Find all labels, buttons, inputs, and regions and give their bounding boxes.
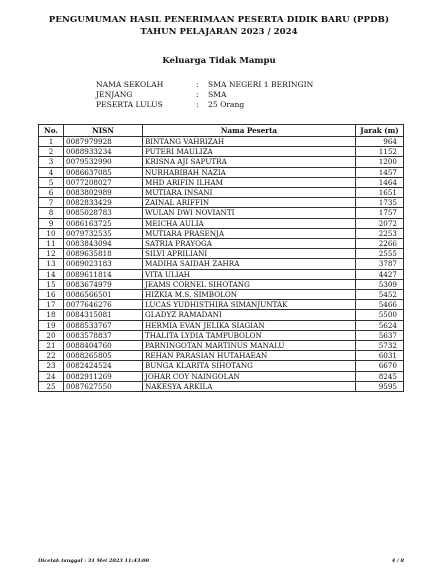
table-row (39, 279, 404, 289)
cell-jarak: 5637 (356, 330, 404, 340)
cell-jarak: 3787 (356, 259, 404, 269)
table-row (39, 269, 404, 279)
cell-no: 18 (39, 310, 64, 320)
cell-jarak: 5466 (356, 300, 404, 310)
cell-nama: GLADYZ RAMADANI (143, 310, 356, 320)
cell-jarak: 9595 (356, 381, 404, 391)
cell-nama: ZAINAL ARIFFIN (143, 198, 356, 208)
cell-jarak: 2072 (356, 218, 404, 228)
cell-no: 9 (39, 218, 64, 228)
info-label: PESERTA LULUS (96, 100, 163, 109)
table-row (39, 371, 404, 381)
cell-nisn: 0079732535 (64, 228, 143, 238)
cell-nama: KRISNA AJI SAPUTRA (143, 157, 356, 167)
cell-nama: JOHAR COY NAINGOLAN (143, 371, 356, 381)
cell-no: 8 (39, 208, 64, 218)
cell-jarak: 6031 (356, 351, 404, 361)
cell-nisn: 0087627550 (64, 381, 143, 391)
cell-no: 7 (39, 198, 64, 208)
info-label: NAMA SEKOLAH (96, 80, 164, 89)
cell-jarak: 5500 (356, 310, 404, 320)
cell-no: 11 (39, 239, 64, 249)
cell-no: 20 (39, 330, 64, 340)
cell-jarak: 1651 (356, 188, 404, 198)
table-row (39, 167, 404, 177)
page-footer (38, 558, 404, 564)
cell-nisn: 0088533767 (64, 320, 143, 330)
document-year: TAHUN PELAJARAN 2023 / 2024 (140, 27, 298, 37)
info-value: SMA (208, 90, 227, 99)
info-label: JENJANG (96, 90, 133, 99)
print-date: Dicetak tanggal : 31 Mei 2023 11:43:00 (38, 558, 150, 564)
cell-nisn: 0089611814 (64, 269, 143, 279)
cell-nisn: 0088265805 (64, 351, 143, 361)
table-body (39, 137, 404, 392)
cell-nama: MUTIARA INSANI (143, 188, 356, 198)
cell-no: 3 (39, 157, 64, 167)
cell-nisn: 0077208027 (64, 177, 143, 187)
cell-jarak: 964 (356, 137, 404, 147)
cell-no: 13 (39, 259, 64, 269)
info-value: 25 Orang (208, 100, 245, 109)
cell-nama: BINTANG VAHRIZAH (143, 137, 356, 147)
cell-jarak: 2555 (356, 249, 404, 259)
cell-no: 4 (39, 167, 64, 177)
table-row (39, 198, 404, 208)
cell-no: 14 (39, 269, 64, 279)
table-row (39, 351, 404, 361)
cell-nisn: 0083802989 (64, 188, 143, 198)
header-no: No. (39, 125, 64, 137)
cell-nama: PUTERI MAULIZA (143, 147, 356, 157)
table-row (39, 310, 404, 320)
cell-jarak: 5452 (356, 290, 404, 300)
cell-nisn: 0079532990 (64, 157, 143, 167)
cell-nisn: 0088404760 (64, 341, 143, 351)
cell-nama: WULAN DWI NOVIANTI (143, 208, 356, 218)
table-row (39, 177, 404, 187)
table-row (39, 218, 404, 228)
cell-nama: MUTIARA PRASENJA (143, 228, 356, 238)
cell-nama: PARNINGOTAN MARTINUS MANALU (143, 341, 356, 351)
cell-nisn: 0082911269 (64, 371, 143, 381)
cell-nama: BUNGA KLARITA SIHOTANG (143, 361, 356, 371)
page-number: 4 / 8 (391, 558, 404, 564)
results-table (38, 124, 404, 392)
school-info (96, 80, 313, 110)
header-nama: Nama Peserta (143, 125, 356, 137)
cell-no: 19 (39, 320, 64, 330)
cell-jarak: 2253 (356, 228, 404, 238)
cell-jarak: 1757 (356, 208, 404, 218)
cell-nama: JEAMS CORNEL SIHOTANG (143, 279, 356, 289)
cell-jarak: 1457 (356, 167, 404, 177)
cell-nisn: 0085028783 (64, 208, 143, 218)
cell-jarak: 1152 (356, 147, 404, 157)
cell-nisn: 0086566501 (64, 290, 143, 300)
table-row (39, 320, 404, 330)
cell-no: 2 (39, 147, 64, 157)
cell-nisn: 0082833429 (64, 198, 143, 208)
info-separator: : (196, 80, 199, 89)
cell-nama: THALITA LYDIA TAMPUBOLON (143, 330, 356, 340)
cell-nisn: 0083674979 (64, 279, 143, 289)
info-row (96, 80, 313, 90)
cell-jarak: 1464 (356, 177, 404, 187)
cell-no: 6 (39, 188, 64, 198)
info-row (96, 90, 313, 100)
document-header (0, 14, 438, 38)
table-row (39, 147, 404, 157)
table-row (39, 239, 404, 249)
cell-jarak: 5309 (356, 279, 404, 289)
cell-no: 16 (39, 290, 64, 300)
cell-no: 15 (39, 279, 64, 289)
cell-no: 17 (39, 300, 64, 310)
cell-jarak: 8245 (356, 371, 404, 381)
cell-nama: HERMIA EVAN JELIKA SIAGIAN (143, 320, 356, 330)
document-title: PENGUMUMAN HASIL PENERIMAAN PESERTA DIDIK BARU (PPDB) (48, 15, 390, 25)
cell-jarak: 6670 (356, 361, 404, 371)
table-row (39, 361, 404, 371)
cell-no: 23 (39, 361, 64, 371)
category-title: Keluarga Tidak Mampu (162, 56, 276, 66)
table-row (39, 208, 404, 218)
cell-no: 10 (39, 228, 64, 238)
cell-no: 25 (39, 381, 64, 391)
cell-nisn: 0086163725 (64, 218, 143, 228)
cell-nama: SATRIA PRAYOGA (143, 239, 356, 249)
table-row (39, 381, 404, 391)
cell-jarak: 1200 (356, 157, 404, 167)
cell-jarak: 5732 (356, 341, 404, 351)
table-row (39, 157, 404, 167)
info-separator: : (196, 100, 199, 109)
header-nisn: NISN (64, 125, 143, 137)
table-row (39, 341, 404, 351)
cell-nama: VITA ULIAH (143, 269, 356, 279)
cell-no: 24 (39, 371, 64, 381)
cell-no: 1 (39, 137, 64, 147)
cell-nama: NURHABIBAH NAZIA (143, 167, 356, 177)
cell-nisn: 0087979928 (64, 137, 143, 147)
cell-nisn: 0089023183 (64, 259, 143, 269)
table-row (39, 228, 404, 238)
cell-nisn: 0082424524 (64, 361, 143, 371)
table-row (39, 290, 404, 300)
cell-jarak: 1735 (356, 198, 404, 208)
table-row (39, 188, 404, 198)
cell-nama: MEICHA AULIA (143, 218, 356, 228)
cell-nisn: 0089635818 (64, 249, 143, 259)
cell-nisn: 0086637085 (64, 167, 143, 177)
cell-jarak: 4427 (356, 269, 404, 279)
info-row (96, 100, 313, 110)
cell-no: 22 (39, 351, 64, 361)
table-row (39, 137, 404, 147)
table-row (39, 249, 404, 259)
info-separator: : (196, 90, 199, 99)
cell-nisn: 0084315081 (64, 310, 143, 320)
cell-nama: HIZKIA M.S. SIMBOLON (143, 290, 356, 300)
cell-nama: SILVI APRILIANI (143, 249, 356, 259)
cell-nama: REHAN PARASIAN HUTAHAEAN (143, 351, 356, 361)
cell-nisn: 0077646276 (64, 300, 143, 310)
cell-nisn: 0088933234 (64, 147, 143, 157)
cell-nama: NAKESYA ARKILA (143, 381, 356, 391)
table-row (39, 300, 404, 310)
cell-jarak: 2266 (356, 239, 404, 249)
cell-nama: MADIHA SAIDAH ZAHRA (143, 259, 356, 269)
cell-nisn: 0083843094 (64, 239, 143, 249)
table-row (39, 330, 404, 340)
table-row (39, 259, 404, 269)
info-value: SMA NEGERI 1 BERINGIN (208, 80, 314, 89)
cell-jarak: 5624 (356, 320, 404, 330)
cell-nisn: 0083578837 (64, 330, 143, 340)
header-jarak: Jarak (m) (356, 125, 404, 137)
table-header-row (39, 125, 404, 137)
cell-no: 5 (39, 177, 64, 187)
cell-nama: LUCAS YUDHISTHIRA SIMANJUNTAK (143, 300, 356, 310)
cell-no: 12 (39, 249, 64, 259)
cell-no: 21 (39, 341, 64, 351)
cell-nama: MHD ARIFIN ILHAM (143, 177, 356, 187)
